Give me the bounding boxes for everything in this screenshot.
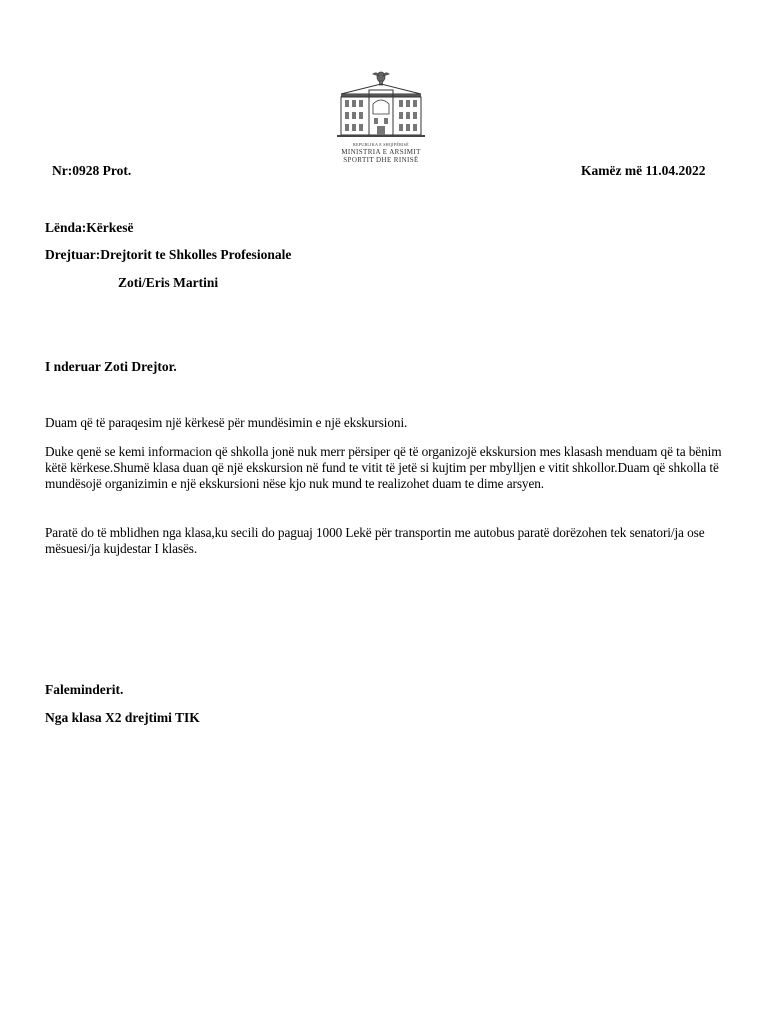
logo-ministry-text: MINISTRIA E ARSIMIT: [341, 148, 421, 156]
logo-sport-text: SPORTIT DHE RINISË: [343, 156, 419, 164]
building-emblem-icon: [333, 68, 429, 142]
ministry-logo: [333, 68, 429, 168]
sender-signature: Nga klasa X2 drejtimi TIK: [45, 710, 200, 725]
paragraph-reason: Duke qenë se kemi informacion që shkolla jonë nuk merr përsiper që të organizojë ekskursion mes klasash menduam që ta bënim këtë kërkese.Shumë klasa duan që një ekskursion në fund te vitit të jetë si kujtim per mbylljen e vitit shkollor.Duam që shkolla të mundësojë organizimin e një ekskursioni nëse kjo nuk mund te realizohet duam te dime arsyen.: [45, 444, 722, 491]
protocol-number: Nr:0928 Prot.: [52, 163, 132, 178]
addressee-name: Zoti/Eris Martini: [118, 275, 219, 290]
addressee-line: Drejtuar:Drejtorit te Shkolles Profesionale: [45, 247, 292, 262]
subject-line: Lënda:Kërkesë: [45, 220, 134, 235]
paragraph-intro: Duam që të paraqesim një kërkesë për mundësimin e një ekskursioni.: [45, 415, 408, 430]
paragraph-payment: Paratë do të mblidhen nga klasa,ku secili do paguaj 1000 Lekë për transportin me autobus paratë dorëzohen tek senatori/ja ose mësuesi/ja kujdestar I klasës.: [45, 525, 705, 556]
logo-republic-text: REPUBLIKA E SHQIPËRISË: [353, 142, 409, 147]
closing-thanks: Faleminderit.: [45, 682, 124, 697]
place-date: Kamëz më 11.04.2022: [581, 163, 706, 178]
salutation: I nderuar Zoti Drejtor.: [45, 359, 177, 374]
